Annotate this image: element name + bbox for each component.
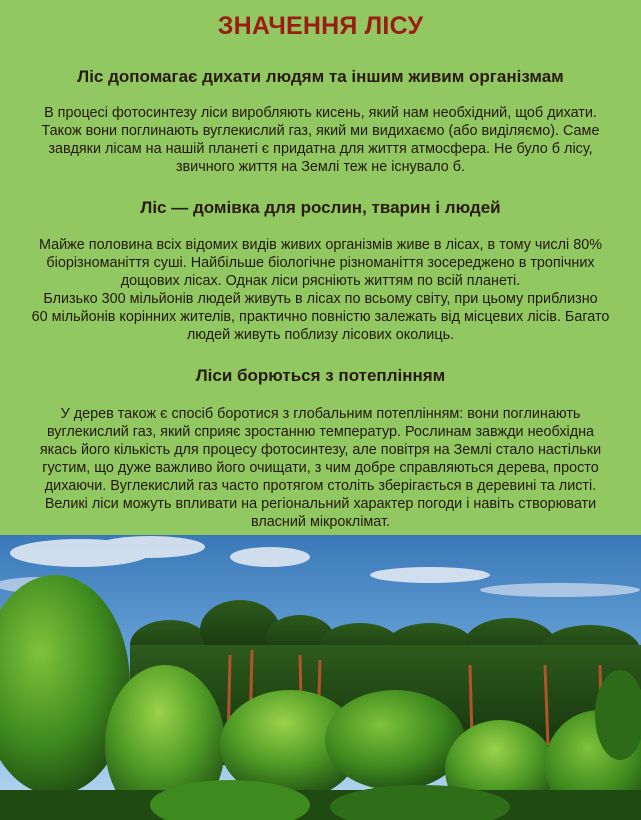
text-line: Також вони поглинають вуглекислий газ, який ми видихаємо (або виділяємо). Саме [41,123,600,139]
text-line: густим, що дуже важливо його очищати, з чим добре справляються дерева, просто [42,460,599,476]
section-heading-warming: Ліси борються з потеплінням [195,366,446,385]
text-line: людей живуть поблизу лісових околиць. [186,327,455,343]
section-text-home [0,236,641,344]
text-line: вуглекислий газ, який сприяє зростанню температур. Рослинам завжди необхідна [46,424,595,440]
text-line: якась його кількість для процесу фотосинтезу, але повітря на Землі стало настільки [39,442,602,458]
text-line: звичного життя на Землі теж не існувало б. [175,159,466,175]
section-text-breathing [0,104,641,176]
page-title: ЗНАЧЕННЯ ЛІСУ [217,12,424,40]
text-line: дощових лісах. Однак ліси рясніють життям по всій планеті. [120,273,521,289]
text-line: В процесі фотосинтезу ліси виробляють кисень, який нам необхідний, щоб дихати. [44,105,597,121]
section-text-warming [0,405,641,531]
section-heading-breathing: Ліс допомагає дихати людям та іншим живим організмам [77,67,564,86]
text-line: дихаючи. Вуглекислий газ часто протягом століть зберігається в деревині та листі. [44,478,597,494]
text-line: У дерев також є спосіб боротися з глобальним потеплінням: вони поглинають [60,406,581,422]
section-heading-home: Ліс — домівка для рослин, тварин і людей [140,198,501,217]
text-line: Майже половина всіх відомих видів живих організмів живе в лісах, в тому числі 80% [38,237,603,253]
text-line: Близько 300 мільйонів людей живуть в лісах по всьому світу, при цьому приблизно [43,291,598,307]
text-line: біорізноманіття суші. Найбільше біологічне різноманіття зосереджено в тропічних [46,255,595,271]
forest-image [0,535,641,820]
text-line: власний мікроклімат. [251,514,390,530]
text-line: Великі ліси можуть впливати на регіональний характер погоди і навіть створювати [44,496,597,512]
text-line: 60 мільйонів корінних жителів, практично повністю залежать від місцевих лісів. Багато [31,309,610,325]
text-line: завдяки лісам на нашій планеті є придатна для життя атмосфера. Не було б лісу, [48,141,593,157]
